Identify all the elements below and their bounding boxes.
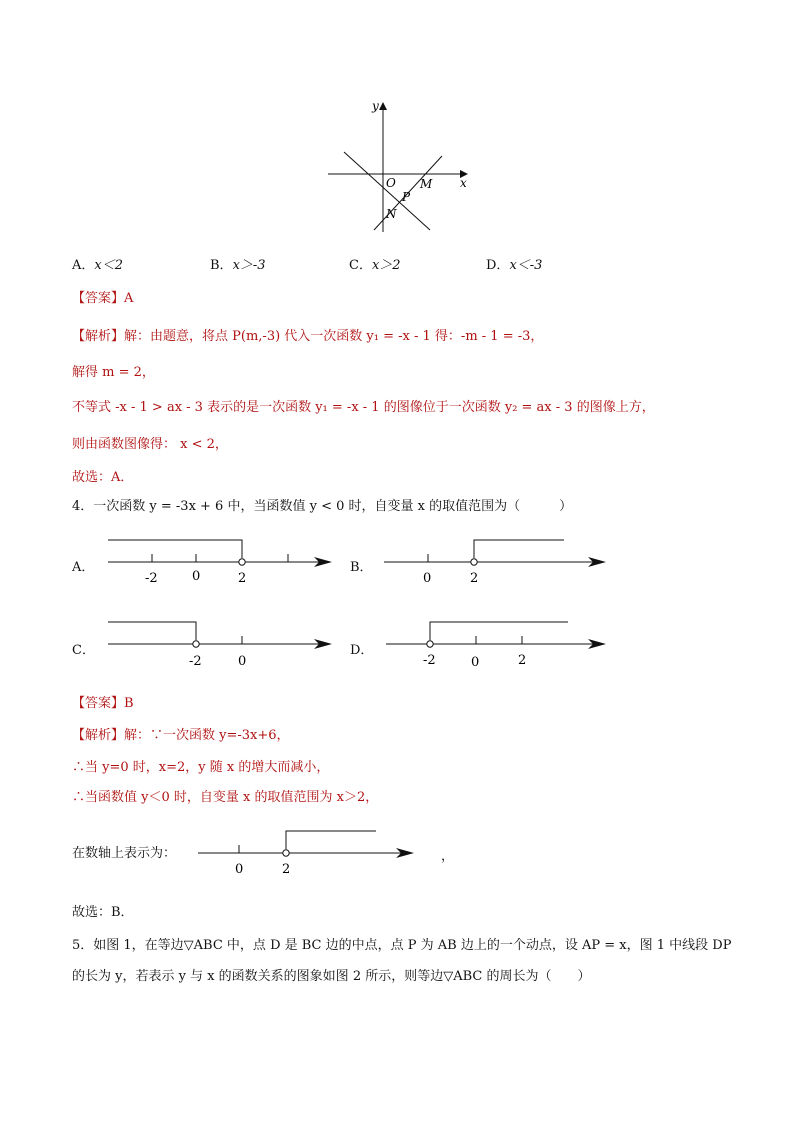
q4-analysis-line1: 【解析】解：∵一次函数 y=-3x+6， (72, 728, 290, 743)
tick-label: -2 (145, 571, 158, 586)
q4-analysis-number-line (192, 824, 432, 880)
q5-line1: 5．如图 1，在等边▽ABC 中，点 D 是 BC 边的中点，点 P 为 AB 边上的一个动点，设 AP = x，图 1 中线段 DP (72, 938, 732, 953)
tick-label: -2 (423, 653, 436, 668)
q4-option-d-label[interactable]: D． (350, 643, 374, 658)
q4-option-c-label[interactable]: C． (72, 643, 95, 658)
tick-label: 2 (518, 653, 527, 668)
q4-analysis-line2: ∴当 y=0 时，x=2，y 随 x 的增大而减小， (72, 760, 330, 775)
y-axis-label: y (372, 99, 379, 113)
q4-option-d-number-line[interactable] (378, 612, 618, 670)
q3-option-a[interactable]: A．x＜2 (72, 258, 123, 273)
q4-option-c-number-line[interactable] (100, 612, 340, 670)
q4-analysis-line4-end: ， (441, 849, 455, 864)
q4-answer: 【答案】B (72, 696, 134, 711)
tick-label: 2 (238, 571, 247, 586)
tick-label: 0 (238, 654, 247, 669)
q3-analysis-line1: 【解析】解：由题意，将点 P(m,-3) 代入一次函数 y₁ = -x - 1 得：-m - 1 = -3， (72, 329, 544, 344)
q3-analysis-line5: 故选：A． (72, 470, 134, 485)
tick-label: 2 (282, 862, 291, 877)
q4-analysis-line3: ∴当函数值 y＜0 时，自变量 x 的取值范围为 x＞2， (72, 790, 379, 805)
tick-label: 0 (471, 655, 480, 670)
q4-option-b-label[interactable]: B． (350, 560, 373, 575)
q3-answer: 【答案】A (72, 291, 134, 306)
q5-line2: 的长为 y，若表示 y 与 x 的函数关系的图象如图 2 所示，则等边▽ABC 的周长为（ ） (72, 969, 591, 984)
point-m-label: M (420, 177, 433, 191)
tick-label: 0 (235, 862, 244, 877)
origin-label: O (386, 176, 396, 190)
tick-label: 2 (470, 571, 479, 586)
q4-stem: 4．一次函数 y = -3x + 6 中，当函数值 y < 0 时，自变量 x 的取值范围为（ ） (72, 499, 573, 514)
q4-analysis-line5: 故选：B． (72, 905, 134, 920)
q3-analysis-line3: 不等式 -x - 1 > ax - 3 表示的是一次函数 y₁ = -x - 1 的图像位于一次函数 y₂ = ax - 3 的图像上方， (72, 400, 655, 415)
q4-option-a-label[interactable]: A． (72, 560, 95, 575)
tick-label: 0 (192, 569, 201, 584)
tick-label: -2 (189, 654, 202, 669)
point-n-label: N (386, 207, 397, 221)
point-p-label: P (402, 190, 411, 204)
q3-option-c[interactable]: C．x＞2 (349, 258, 401, 273)
q3-analysis-line2: 解得 m = 2， (72, 365, 155, 380)
x-axis-label: x (460, 176, 467, 190)
q3-option-d[interactable]: D．x＜-3 (486, 258, 543, 273)
q3-option-b[interactable]: B．x＞-3 (210, 258, 266, 273)
tick-label: 0 (423, 571, 432, 586)
coordinate-figure (320, 98, 480, 238)
q4-analysis-line4-label: 在数轴上表示为： (72, 846, 177, 861)
q4-option-b-number-line[interactable] (378, 530, 618, 586)
q4-option-a-number-line[interactable] (100, 530, 340, 586)
q3-analysis-line4: 则由函数图像得： x < 2， (72, 437, 228, 452)
